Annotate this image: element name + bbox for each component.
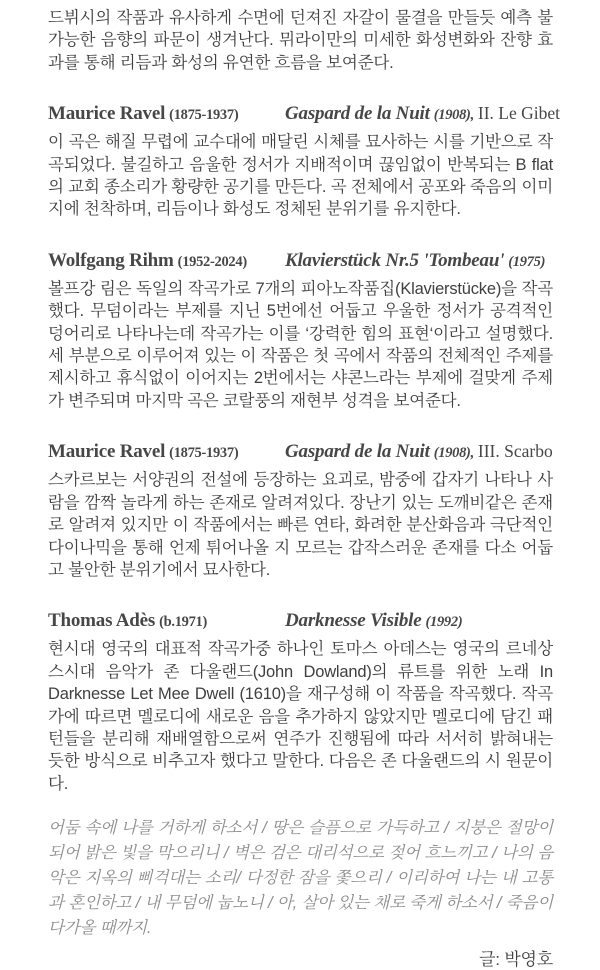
piece-block — [285, 103, 560, 125]
composer-name: Maurice Ravel — [48, 441, 166, 463]
composer-dates: (1875-1937) — [169, 445, 239, 462]
composer-name: Maurice Ravel — [48, 103, 166, 125]
program-note: 스카르보는 서양권의 전설에 등장하는 요괴로, 밤중에 갑자기 나타나 사람을 깜짝 놀라게 하는 존재로 알려져있다. 장난기 있는 도깨비같은 존재로 알려져 있지만 이 작품에서는 빠른 연타, 화려한 분산화음과 극단적인 다이나믹을 통해 언제 튀어나올 지 모르는 갑작스러운 존재를 다소 어둡고 불안한 분위기에서 묘사한다. — [48, 471, 553, 579]
piece-year: (1975) — [508, 253, 546, 270]
piece-year: (1992) — [425, 614, 463, 631]
section-ravel-le-gibet — [48, 74, 561, 221]
program-note: 볼프강 림은 독일의 작곡가로 7개의 피아노작품집(Klavierstücke)을 작곡했다. 무덤이라는 부제를 지닌 5번에선 어둡고 우울한 정서가 공격적인 덩어리로 나타나는데 작곡가는 이를 ‘강력한 힘의 표현‘이라고 설명했다. 세 부분으로 이루어져 있는 이 작품은 첫 곡에서 작품의 전체적인 주제를 제시하고 휴식없이 이어지는 2번에서는 샤콘느라는 부제에 걸맞게 주제가 변주되며 마지막 곡은 코랄풍의 재현부 성격을 보여준다. — [48, 279, 553, 410]
piece-year: (1908), — [433, 107, 474, 124]
composer-name: Wolfgang Rihm — [48, 249, 174, 271]
section-heading — [48, 103, 561, 125]
piece-block — [285, 441, 553, 463]
piece-title: Darknesse Visible — [285, 610, 422, 632]
composer-block — [48, 610, 285, 632]
piece-block — [285, 250, 549, 272]
composer-dates: (1875-1937) — [169, 107, 239, 124]
intro-paragraph: 드뷔시의 작품과 유사하게 수면에 던져진 자갈이 물결을 만들듯 예측 불가능한 음향의 파문이 생겨난다. 뮈라이만의 미세한 화성변화와 잔향 효과를 통해 리듬과 화성의 유연한 흐름을 보여준다. — [48, 9, 553, 72]
piece-subtitle: III. Scarbo — [477, 441, 553, 462]
section-heading — [48, 250, 553, 272]
composer-block — [48, 103, 285, 125]
section-heading — [48, 441, 553, 463]
composer-block — [48, 250, 285, 272]
section-heading — [48, 610, 553, 632]
poem-text: 어둠 속에 나를 거하게 하소서 / 땅은 슬픔으로 가득하고 / 지붕은 절망이 되어 밝은 빛을 막으리니 / 벽은 검은 대리석으로 젖어 흐느끼고 / 나의 음악은 지옥의 삐걱대는 소리/ 다정한 잠을 쫓으리 / 이리하여 나는 내 고통과 혼인하고 / 내 무덤에 눕노니 / 아, 살아 있는 채로 죽게 하소서 / 죽음이 다가올 때까지. — [48, 819, 553, 938]
piece-title: Klavierstück Nr.5 'Tombeau' — [285, 249, 505, 271]
piece-block — [285, 610, 466, 632]
section-ravel-scarbo — [48, 412, 553, 581]
program-note: 이 곡은 해질 무렵에 교수대에 매달린 시체를 묘사하는 시를 기반으로 작곡되었다. 불길하고 음울한 정서가 지배적이며 끊임없이 반복되는 B flat의 교회 종소리가 황량한 공기를 만든다. 곡 전체에서 공포와 죽음의 이미지에 천착하며, 리듬이나 화성도 정체된 분위기를 유지한다. — [48, 133, 553, 219]
piece-subtitle: II. Le Gibet — [477, 103, 561, 124]
composer-name: Thomas Adès — [48, 610, 156, 632]
composer-dates: (b.1971) — [159, 614, 208, 631]
piece-title: Gaspard de la Nuit — [285, 441, 430, 463]
section-ades-darknesse — [48, 581, 553, 795]
composer-dates: (1952-2024) — [177, 253, 247, 270]
piece-year: (1908), — [433, 445, 474, 462]
piece-title: Gaspard de la Nuit — [285, 103, 430, 125]
section-rihm-tombeau — [48, 221, 553, 412]
author-credit: 글: 박영호 — [479, 950, 553, 970]
program-note: 현시대 영국의 대표적 작곡가중 하나인 토마스 아데스는 영국의 르네상스시대 음악가 존 다울랜드(John Dowland)의 류트를 위한 노래 In Darknesse Let Mee Dwell (1610)을 재구성해 이 작품을 작곡했다. 작곡가에 따르면 멜로디에 새로운 음을 추가하지 않았지만 멜로디에 담긴 패턴들을 분리해 재배열함으로써 연주가 진행됨에 따라 서서히 밝혀내는 듯한 방식으로 비추고자 했다고 말한다. 다음은 존 다울랜드의 시 원문이다. — [48, 640, 553, 793]
composer-block — [48, 441, 285, 463]
